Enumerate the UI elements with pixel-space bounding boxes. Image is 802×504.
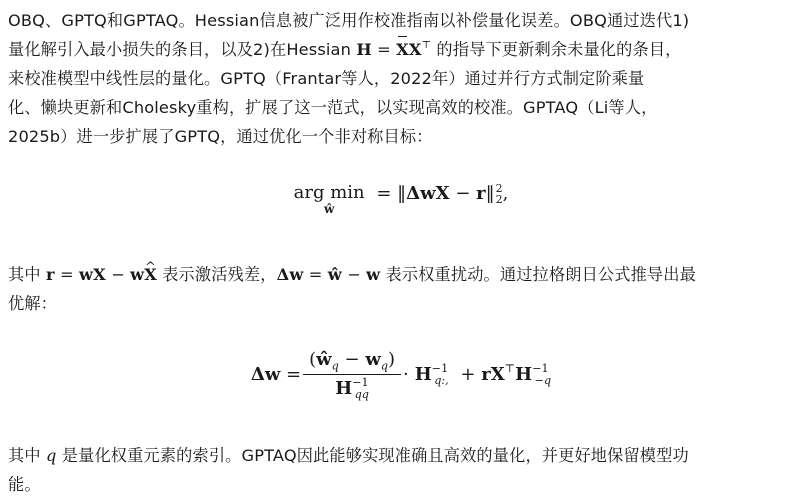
hessian-formula: H = XX⊤ xyxy=(356,40,431,59)
text-span: 量化解引入最小损失的条目，以及2)在Hessian xyxy=(8,40,357,59)
text-line: 来校准模型中线性层的量化。GPTQ（Frantar等人，2022年）通过并行方式制定阶乘量 xyxy=(8,69,645,88)
text-line: 化、懒块更新和Cholesky重构，扩展了这一范式，以实现高效的校准。GPTAQ（Li等人， xyxy=(8,98,658,117)
residual-formula: r = wX − w^ X xyxy=(46,265,157,284)
text-line: 能。 xyxy=(8,475,41,494)
text-line: OBQ、GPTQ和GPTAQ。Hessian信息被广泛用作校准指南以补偿量化误差。OBQ通过迭代1) xyxy=(8,11,690,30)
text-span: 其中 xyxy=(8,265,46,284)
perturbation-formula: Δw = ŵ − w xyxy=(276,265,381,284)
fraction: $\frac{(ŵ_q - w_q)}{H^{-1}_{qq}}$ xyxy=(306,350,398,399)
text-line xyxy=(8,35,798,64)
text-span: 是量化权重元素的索引。GPTAQ因此能够实现准确且高效的量化，并更好地保留模型功 xyxy=(56,446,689,465)
argmin-operator: arg min ŵ xyxy=(293,182,365,216)
paragraph-residual-definition xyxy=(8,260,798,318)
text-span: 其中 xyxy=(8,446,46,465)
index-variable: q xyxy=(45,446,57,465)
paragraph-calibration-background xyxy=(8,6,798,151)
text-span: 表示激活残差， xyxy=(156,265,277,284)
text-span: 的指导下更新剩余未量化的条目， xyxy=(431,40,682,59)
text-line: 优解： xyxy=(8,294,58,313)
equation-optimal-solution: Δw = $\frac{(ŵ_q - w_q)}{H^{-1}_{qq}}$ · $H^{-1}_{q:,} + rX^⊤H^{-1}_{-q}$ xyxy=(250,349,552,402)
text-line xyxy=(8,260,798,289)
text-line: 2025b）进一步扩展了GPTQ，通过优化一个非对称目标： xyxy=(8,127,433,146)
paragraph-conclusion xyxy=(8,441,798,499)
equation-objective: arg min ŵ = ‖ΔwX − r‖ 2 2 , xyxy=(293,182,509,216)
text-span: 表示权重扰动。通过拉格朗日公式推导出最 xyxy=(380,265,696,284)
text-line xyxy=(8,441,798,470)
